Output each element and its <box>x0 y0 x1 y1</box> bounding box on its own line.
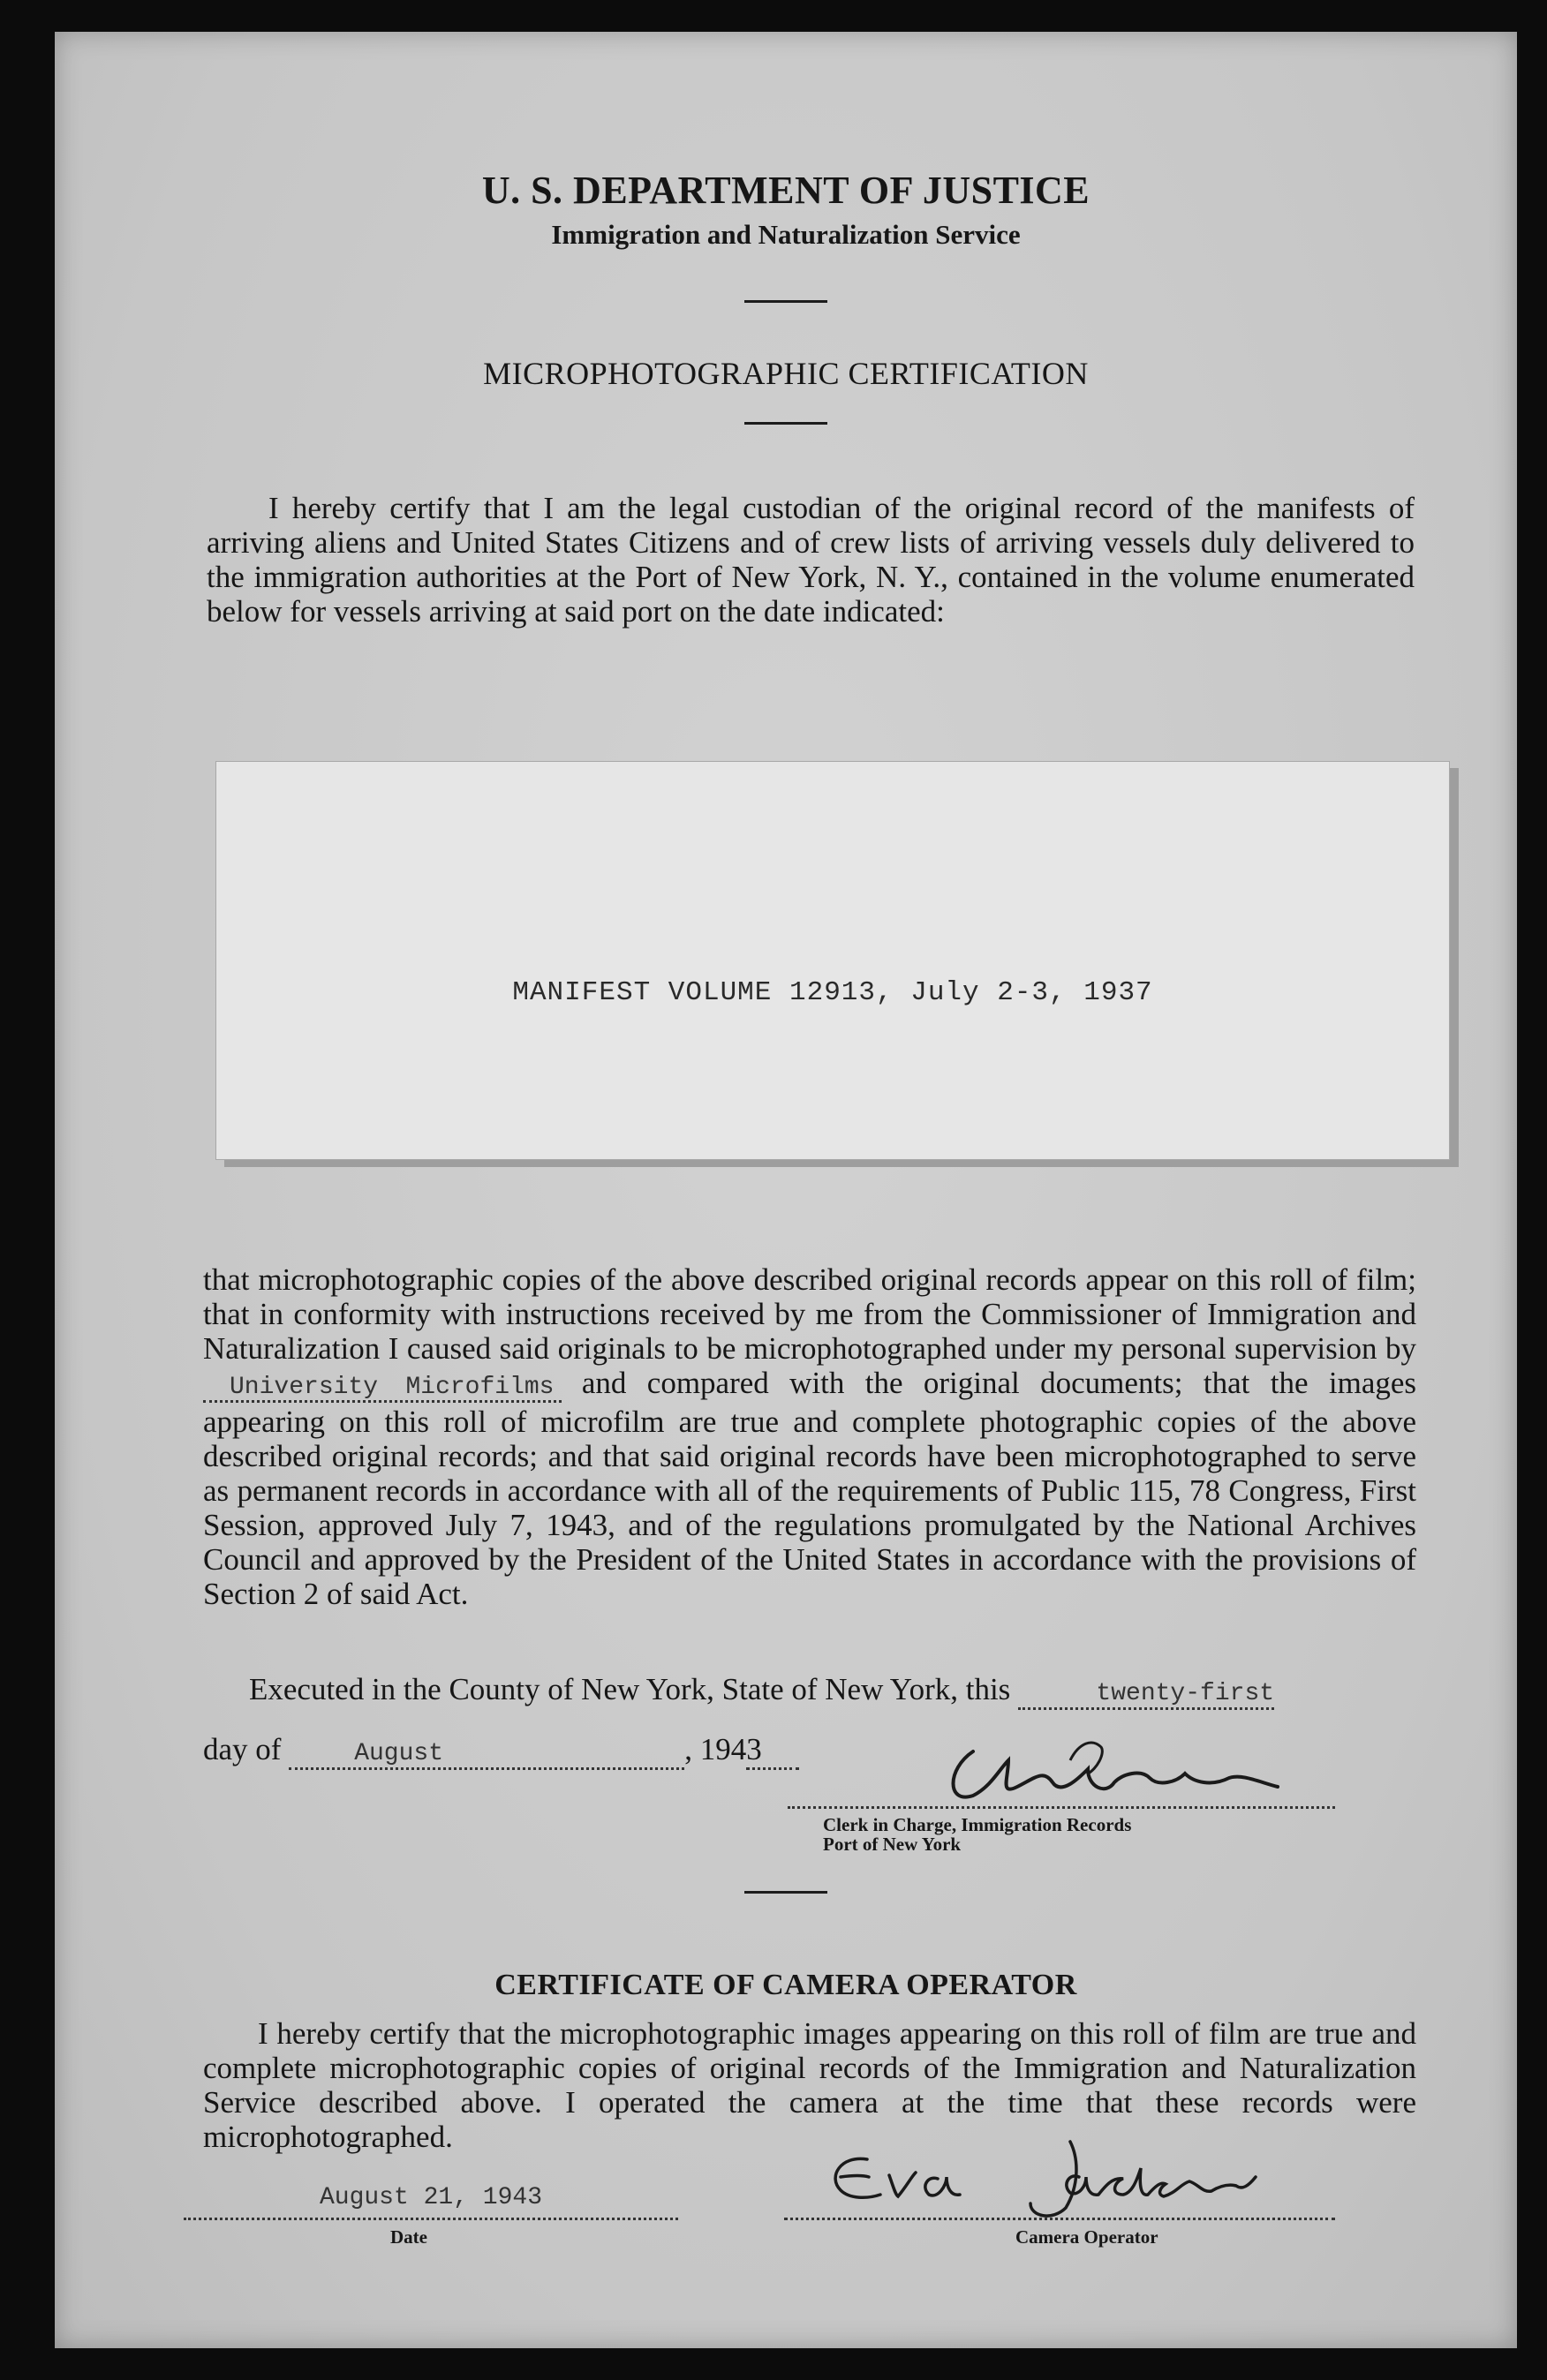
executed-line <box>249 1672 1274 1710</box>
operator-label: Camera Operator <box>1015 2226 1158 2248</box>
certification-text-end: and compared with the original documents; that the images appearing on this roll of microfilm are true and complete photographic copies of the above described original records; and that said original records have been microphotographed to serve as permanent records in accordance with all of the requirements of Public 115, 78 Congress, First Session, approved July 7, 1943, and of the regulations promulgated by the National Archives Council and approved by the President of the United States in accordance with the provisions of Section 2 of said Act. <box>203 1366 1417 1611</box>
supervisor-value: University Microfilms <box>230 1374 555 1401</box>
day-field <box>1018 1672 1274 1710</box>
divider-top <box>744 300 827 303</box>
year-suffix: 3 <box>746 1732 762 1766</box>
year-field <box>746 1732 799 1770</box>
month-value: August <box>354 1740 444 1767</box>
clerk-signature <box>938 1734 1309 1813</box>
certification-paragraph <box>203 1262 1416 1611</box>
date-field <box>184 2184 678 2220</box>
document-page <box>55 32 1517 2348</box>
section-title: MICROPHOTOGRAPHIC CERTIFICATION <box>483 356 1089 391</box>
month-field <box>289 1732 684 1770</box>
operator-signature <box>814 2133 1309 2230</box>
supervisor-field <box>203 1366 562 1403</box>
intro-paragraph: I hereby certify that I am the legal custodian of the original record of the manifests of arriving aliens and United States Citizens and of crew lists of arriving vessels duly delivered to the immigration authorities at the Port of New York, N. Y., contained in the volume enumerated below for vessels arriving at said port on the date indicated: <box>207 491 1415 629</box>
divider-middle <box>744 422 827 425</box>
clerk-title <box>823 1815 1131 1854</box>
clerk-title-line1: Clerk in Charge, Immigration Records <box>823 1814 1132 1835</box>
year-prefix: 194 <box>699 1732 747 1766</box>
executed-text: Executed in the County of New York, State of New York, this <box>249 1672 1011 1706</box>
manifest-volume-text: MANIFEST VOLUME 12913, July 2-3, 1937 <box>512 977 1153 1008</box>
day-of-label: day of <box>203 1732 282 1766</box>
date-value: August 21, 1943 <box>319 2184 543 2211</box>
divider-bottom <box>744 1891 827 1894</box>
day-of-line: day of August , 1943 <box>203 1732 799 1770</box>
camera-operator-paragraph: I hereby certify that the microphotographic images appearing on this roll of film are true and complete microphotographic copies of original records of the Immigration and Naturalization Service described above. I operated the camera at the time that these records were microphotographed. <box>203 2016 1416 2154</box>
volume-box <box>215 761 1450 1160</box>
clerk-title-line2: Port of New York <box>823 1834 962 1855</box>
camera-operator-title: CERTIFICATE OF CAMERA OPERATOR <box>494 1969 1077 2001</box>
day-value: twenty-first <box>1096 1680 1275 1707</box>
department-title: U. S. DEPARTMENT OF JUSTICE <box>481 169 1090 212</box>
date-label: Date <box>390 2226 427 2248</box>
service-subtitle: Immigration and Naturalization Service <box>551 219 1021 250</box>
certification-text-start: that microphotographic copies of the above described original records appear on this roll of film; that in conformity with instructions received by me from the Commissioner of Immigration and Naturalization I caused said originals to be microphotographed under my personal supervision by <box>203 1262 1416 1366</box>
